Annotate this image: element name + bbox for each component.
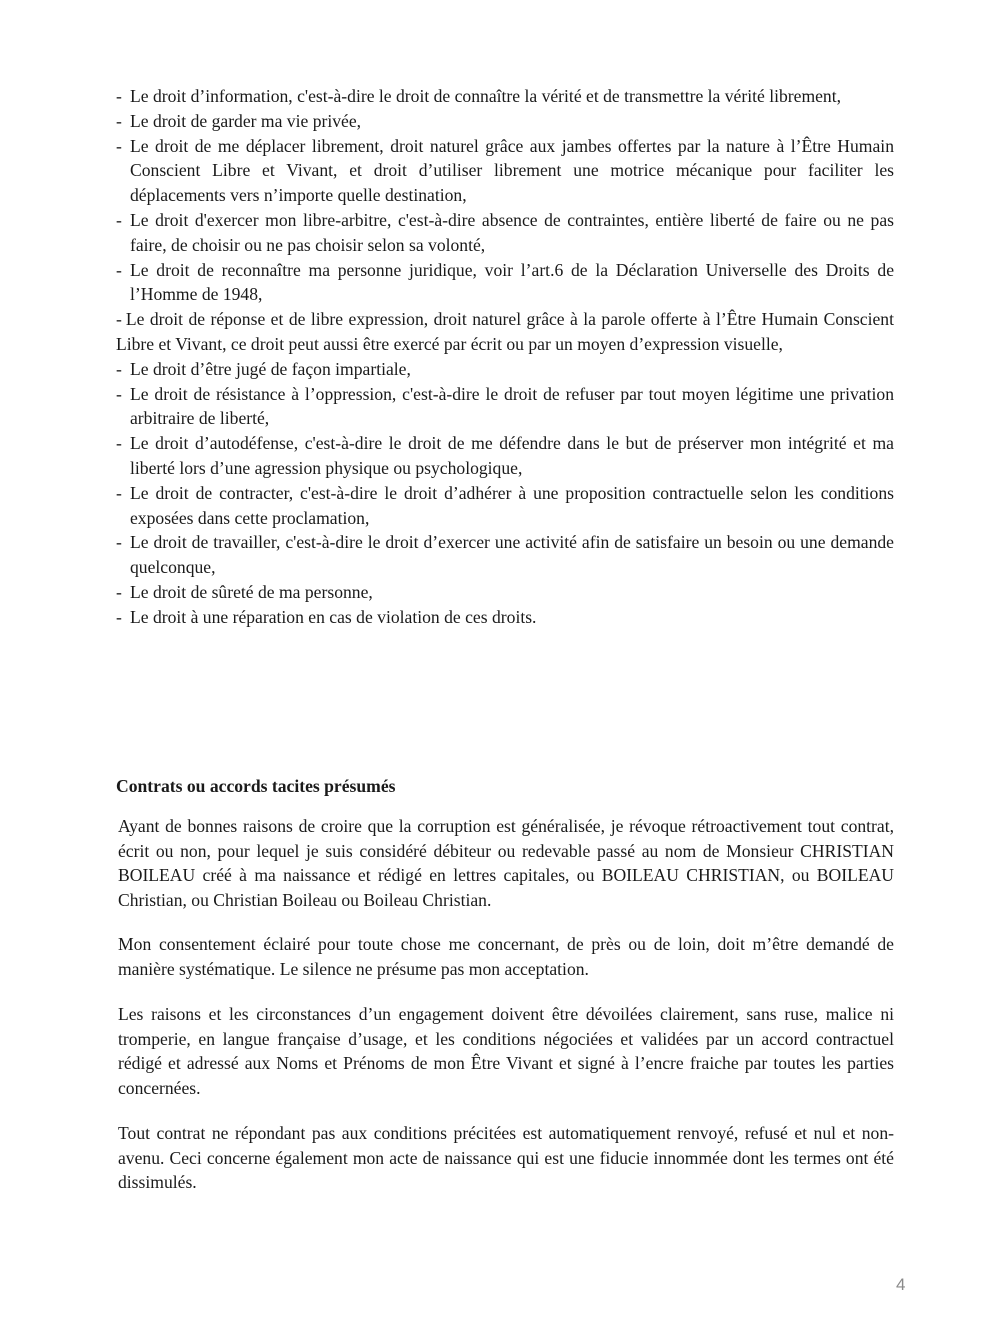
rights-item-text: Le droit d'exercer mon libre-arbitre, c'est-à-dire absence de contraintes, entière liberté de faire ou ne pas faire, de choisir ou ne pas choisir selon sa volonté, [130,209,894,255]
rights-list-item [116,84,894,109]
bullet-dash: - [116,358,122,379]
rights-item-text: Le droit de me déplacer librement, droit naturel grâce aux jambes offertes par la nature à l’Être Humain Conscient Libre et Vivant, et droit d’utiliser librement une motrice mécanique pour faciliter les déplacements vers n’importe quelle destination, [130,135,894,206]
rights-list-item [116,530,894,580]
rights-list-item [116,481,894,531]
rights-list [116,84,894,630]
rights-item-text: Le droit d’information, c'est-à-dire le droit de connaître la vérité et de transmettre la vérité librement, [130,86,842,106]
rights-item-text: Le droit de garder ma vie privée, [130,110,362,131]
rights-list-item [116,307,894,357]
bullet-dash: - [116,135,122,156]
rights-list-item [116,357,894,382]
rights-item-text: Le droit d’autodéfense, c'est-à-dire le droit de me défendre dans le but de préserver mon intégrité et ma liberté lors d’une agression physique ou psychologique, [130,433,894,478]
bullet-dash: - [116,433,122,454]
rights-item-text: Le droit d’être jugé de façon impartiale, [130,358,411,379]
paragraph-consent: Mon consentement éclairé pour toute chose me concernant, de près ou de loin, doit m’être demandé de manière systématique. Le silence ne présume pas mon acceptation. [118,934,894,979]
rights-list-item [116,580,894,605]
rights-list-item [116,109,894,134]
rights-item-text: Le droit de reconnaître ma personne juridique, voir l’art.6 de la Déclaration Universelle des Droits de l’Homme de 1948, [130,259,894,305]
rights-item-text: Le droit de réponse et de libre expression, droit naturel grâce à la parole offerte à l’Être Humain Conscient Libre et Vivant, ce droit peut aussi être exercé par écrit ou par un moyen d’expression visuelle, [116,309,894,354]
rights-item-text: Le droit de travailler, c'est-à-dire le droit d’exercer une activité afin de satisfaire un besoin ou une demande quelconque, [130,532,894,578]
rights-list-item [116,382,894,432]
bullet-dash: - [116,209,122,230]
bullet-dash: - [116,532,122,553]
rights-list-item [116,208,894,258]
rights-item-text: Le droit de contracter, c'est-à-dire le droit d’adhérer à une proposition contractuelle selon les conditions exposées dans cette proclamation, [130,482,894,528]
rights-list-item [116,605,894,630]
rights-list-item [116,431,894,481]
rights-item-text: Le droit de résistance à l’oppression, c'est-à-dire le droit de refuser par tout moyen légitime une privation arbitraire de liberté, [130,383,894,429]
page-number: 4 [896,1275,906,1294]
bullet-dash: - [116,482,122,503]
bullet-dash: - [116,606,122,627]
rights-item-text: Le droit de sûreté de ma personne, [130,581,373,602]
rights-item-text: Le droit à une réparation en cas de violation de ces droits. [130,606,537,627]
bullet-dash: - [116,86,122,106]
bullet-dash: - [116,581,122,602]
paragraph-revocation: Ayant de bonnes raisons de croire que la corruption est généralisée, je révoque rétroactivement tout contrat, écrit ou non, pour lequel je suis considéré débiteur ou redevable passé au nom de Monsieur CHRISTIAN BOILEAU créé à ma naissance et rédigé en lettres capitales, ou BOILEAU CHRISTIAN, ou BOILEAU Christian, ou Christian Boileau ou Boileau Christian. [118,816,894,910]
bullet-dash: - [116,110,122,131]
bullet-dash: - [116,309,122,330]
bullet-dash: - [116,259,122,280]
section-title: Contrats ou accords tacites présumés [116,776,396,796]
paragraph-engagement-conditions: Les raisons et les circonstances d’un engagement doivent être dévoilées clairement, sans ruse, malice ni tromperie, en langue française d’usage, et les conditions négociées et validées par un accord contractuel rédigé et adressé aux Noms et Prénoms de mon Être Vivant et signé à l’encre fraiche par toutes les parties concernées. [118,1004,894,1098]
paragraph-void-contracts: Tout contrat ne répondant pas aux conditions précitées est automatiquement renvoyé, refusé et nul et non-avenu. Ceci concerne également mon acte de naissance qui est une fiducie innommée dont les termes ont été dissimulés. [118,1123,894,1193]
rights-list-item [116,134,894,208]
rights-list-item [116,258,894,308]
bullet-dash: - [116,383,122,404]
